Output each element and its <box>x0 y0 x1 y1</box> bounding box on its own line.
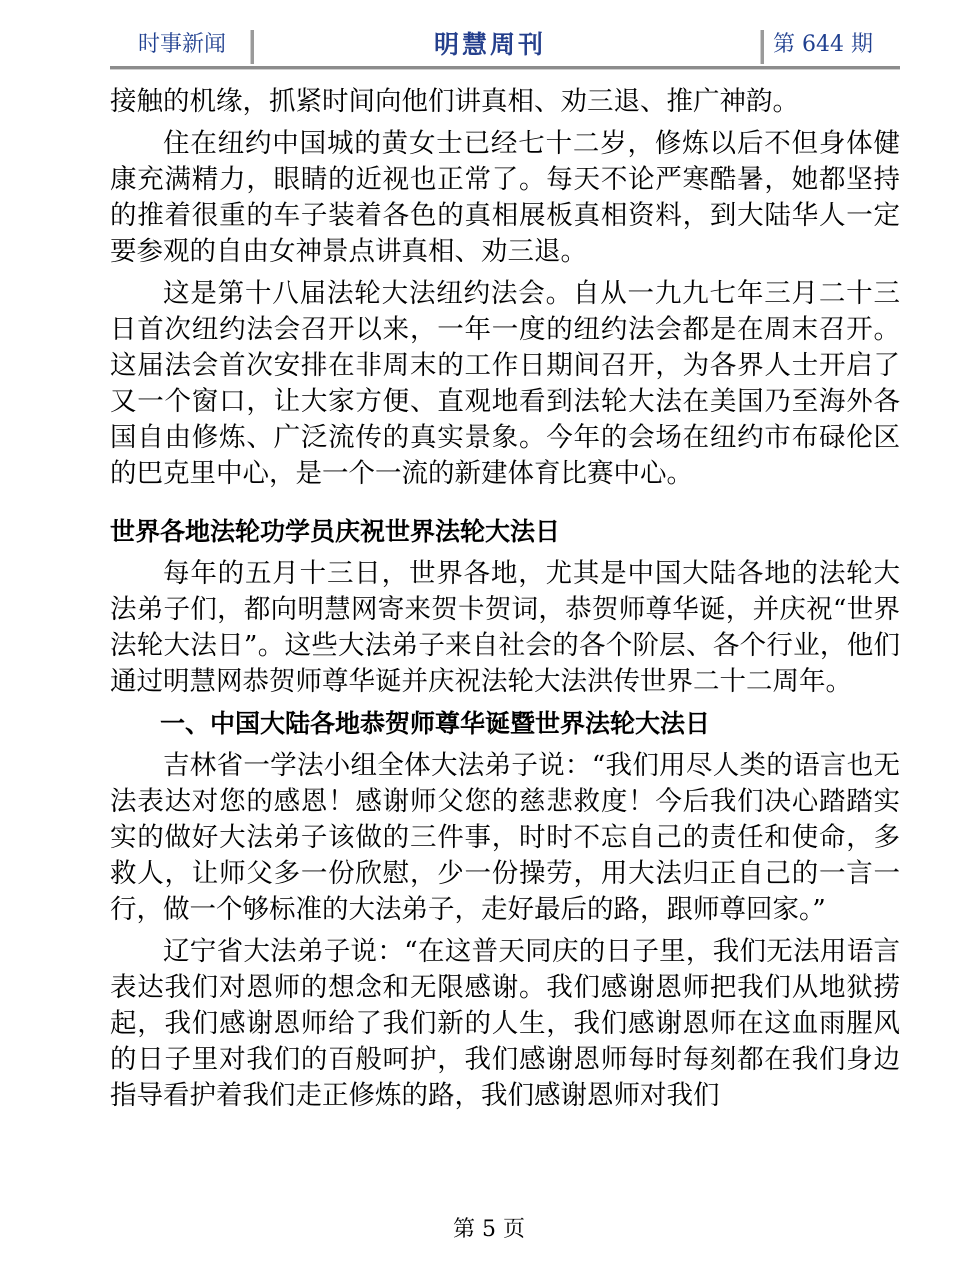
section-heading: 世界各地法轮功学员庆祝世界法轮大法日 <box>110 517 561 546</box>
header-divider <box>760 30 764 64</box>
header-rule <box>110 66 900 70</box>
paragraph: 这是第十八届法轮大法纽约法会。自从一九九七年三月二十三日首次纽约法会召开以来，一年一度的纽约法会都是在周末召开。这届法会首次安排在非周末的工作日期间召开，为各界人士开启了又一个窗口，让大家方便、直观地看到法轮大法在美国乃至海外各国自由修炼、广泛流传的真实景象。今年的会场在纽约市布碌伦区的巴克里中心，是一个一流的新建体育比赛中心。 <box>110 278 900 489</box>
issue-number: 第 644 期 <box>773 32 873 57</box>
page-number: 第 5 页 <box>453 1217 525 1242</box>
section-label: 时事新闻 <box>138 32 227 57</box>
paragraph: 吉林省一学法小组全体大法弟子说：“我们用尽人类的语言也无法表达对您的感恩！感谢师父您的慈悲救度！今后我们决心踏踏实实的做好大法弟子该做的三件事，时时不忘自己的责任和使命，多救人，让师父多一份欣慰，少一份操劳，用大法归正自己的一言一行，做一个够标准的大法弟子，走好最后的路，跟师尊回家。” <box>110 750 900 925</box>
article-body <box>110 84 900 1114</box>
sub-heading: 一、中国大陆各地恭贺师尊华诞暨世界法轮大法日 <box>160 709 711 738</box>
publication-title: 明慧周刊 <box>434 30 547 59</box>
paragraph: 辽宁省大法弟子说：“在这普天同庆的日子里，我们无法用语言表达我们对恩师的想念和无限感谢。我们感谢恩师把我们从地狱捞起，我们感谢恩师给了我们新的人生，我们感谢恩师在这血雨腥风的日子里对我们的百般呵护，我们感谢恩师每时每刻都在我们身边指导看护着我们走正修炼的路，我们感谢恩师对我们 <box>110 936 900 1111</box>
paragraph: 住在纽约中国城的黄女士已经七十二岁，修炼以后不但身体健康充满精力，眼睛的近视也正常了。每天不论严寒酷暑，她都坚持的推着很重的车子装着各色的真相展板真相资料，到大陆华人一定要参观的自由女神景点讲真相、劝三退。 <box>110 128 900 267</box>
page-header <box>110 26 900 68</box>
header-divider <box>250 30 254 64</box>
paragraph: 每年的五月十三日，世界各地，尤其是中国大陆各地的法轮大法弟子们，都向明慧网寄来贺卡贺词，恭贺师尊华诞，并庆祝“世界法轮大法日”。这些大法弟子来自社会的各个阶层、各个行业，他们通过明慧网恭贺师尊华诞并庆祝法轮大法洪传世界二十二周年。 <box>110 558 900 697</box>
paragraph: 接触的机缘，抓紧时间向他们讲真相、劝三退、推广神韵。 <box>110 86 799 117</box>
